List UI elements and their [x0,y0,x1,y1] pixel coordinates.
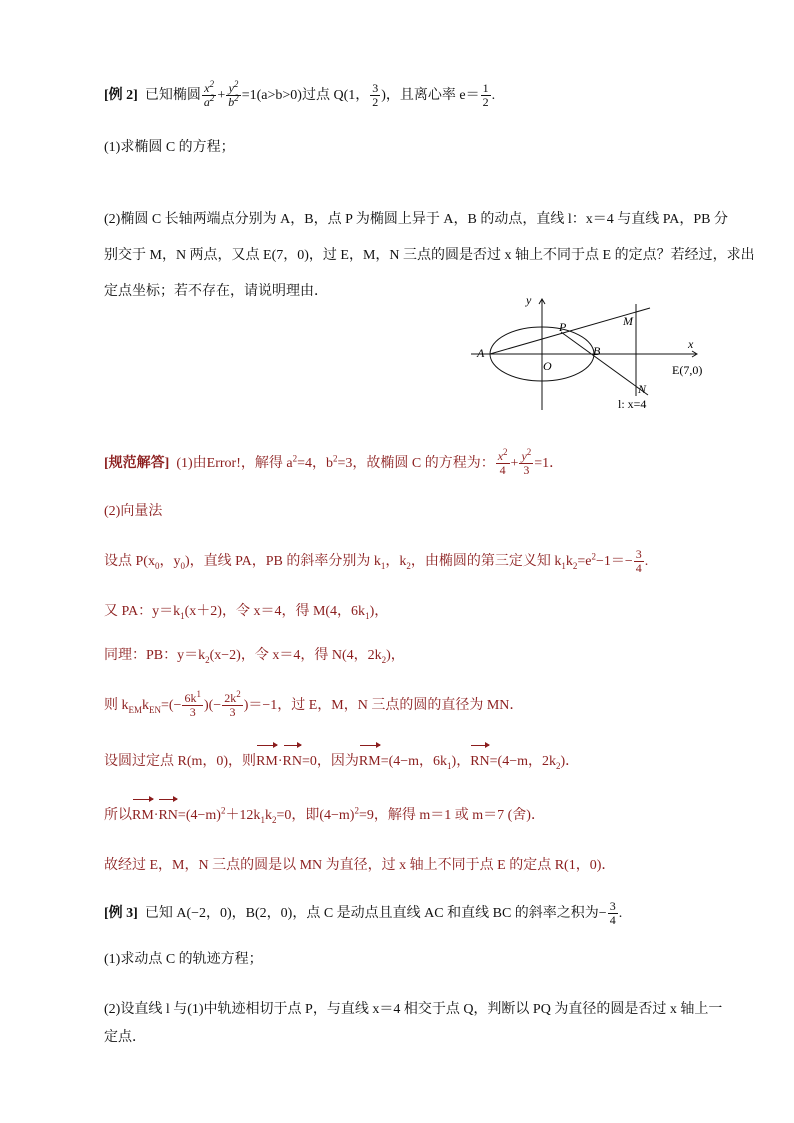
example-2-question-2-line-1: (2)椭圆 C 长轴两端点分别为 A，B，点 P 为椭圆上异于 A，B 的动点，直线 l：x＝4 与直线 PA，PB 分 [104,212,728,227]
label-b: B [593,344,601,358]
after-q: )，且离心率 e＝ [381,88,480,103]
label-p: P [559,320,567,334]
example-2-question-2-line-3: 定点坐标；若不存在，请说明理由． [104,284,328,299]
frac-y2-b2: $\frac{y^2}{b^2}$ [228,79,239,110]
label-x-axis: x [688,337,694,351]
example-3-question-2-line-2: 定点． [104,1030,146,1045]
example-2-intro: 已知椭圆 [144,88,201,103]
example-3-question-2-line-1: (2)设直线 l 与(1)中轨迹相切于点 P，与直线 x＝4 相交于点 Q，判断以 PQ 为直径的圆是否过 x 轴上一 [104,1002,723,1017]
label-y-axis: y [526,293,532,307]
solution-line-6: 则 $k_{EM}k_{EN}=(-$ $\frac{6k^1}{3}$ )(− $\frac{2k^2}{3}$ )＝−1，过 E，M，N 三点的圆的直径为 MN． [104,689,524,720]
label-line-l: l: x=4 [618,397,647,411]
solution-part-1: [规范解答] (1)由Error!，解得 $a^2=4$，$b^2=3$，故椭圆 C 的方程为： $\frac{x^2}{4}$ + $\frac{y^2}{3}$ =1． [104,447,564,478]
frac-eccentricity: $\frac{1}{2}$ [482,81,489,110]
example-2-question-2-line-2: 别交于 M，N 两点，又点 E(7，0)，过 E，M，N 三点的圆是否过 x 轴上不同于点 E 的定点？若经过，求出 [104,248,755,263]
ellipse-figure [466,292,716,414]
equation-rest: =1(a>b>0)过点 Q(1， [241,88,370,103]
frac-x2-4: $\frac{x^2}{4}$ [497,447,508,478]
label-o: O [543,359,552,373]
frac-y2-3: $\frac{y^2}{3}$ [521,447,532,478]
frac-q-y: $\frac{3}{2}$ [372,81,379,110]
example-2-statement: [例 2] 已知椭圆 $\frac{x^2}{a^2}$ + $\frac{y^2}{b^2}$ =1(a>b>0)过点 Q(1， $\frac{3}{2}$ )，且离心率 e＝ $\frac{1}{2}$ . [104,79,496,110]
frac-minus-3-4: $\frac{3}{4}$ [635,547,642,576]
solution-line-5: 同理：PB：$y=k_2(x-2)$，令 x＝4，得 N(4，$2k_2$)， [104,648,405,665]
example-3-question-1: (1)求动点 C 的轨迹方程； [104,952,263,967]
label-m: M [623,314,633,328]
label-a: A [477,346,485,360]
example-2-question-1: (1)求椭圆 C 的方程； [104,140,235,155]
solution-vector-method: (2)向量法 [104,504,163,519]
frac-6k1-3: $\frac{6k^1}{3}$ [184,689,201,720]
label-n: N [638,382,647,396]
frac-2k2-3: $\frac{2k^2}{3}$ [224,689,241,720]
example-3-statement: [例 3] 已知 A(−2，0)，B(2，0)，点 C 是动点且直线 AC 和直线 BC 的斜率之积为− $\frac{3}{4}$ . [104,899,623,928]
solution-line-4: 又 PA：$y=k_1(x+2)$，令 x＝4，得 M(4，$6k_1$)， [104,604,389,621]
frac-ex3-minus-3-4: $\frac{3}{4}$ [609,899,616,928]
label-e: E(7,0) [672,363,703,377]
solution-conclusion: 故经过 E，M，N 三点的圆是以 MN 为直径，过 x 轴上不同于点 E 的定点 R(1，0)． [104,858,616,873]
solution-line-8: 所以$RM\cdot RN=(4-m)^2+12k_1k_2=0$，即$(4-m)^2=9$，解得 m＝1 或 m＝7 (舍)． [104,800,720,832]
solution-line-3: 设点 $P(x_0$，$y_0$)，直线 PA，PB 的斜率分别为 $k_1$，$k_2$，由椭圆的第三定义知 $k_1k_2=e^2-1=-$ $\frac{3}{4}$ . [104,547,649,576]
solution-line-7: 设圆过定点 R(m，0)，则RM·RN=0，因为RM=(4−m，$6k_1$)，RN=(4−m，$2k_2$)． [104,746,720,778]
frac-x2-a2: $\frac{x^2}{a^2}$ [203,79,215,110]
example-2-label: [例 2] [104,88,138,103]
solution-label: [规范解答] [104,456,170,471]
line-pb [561,332,648,395]
example-3-label: [例 3] [104,906,138,921]
